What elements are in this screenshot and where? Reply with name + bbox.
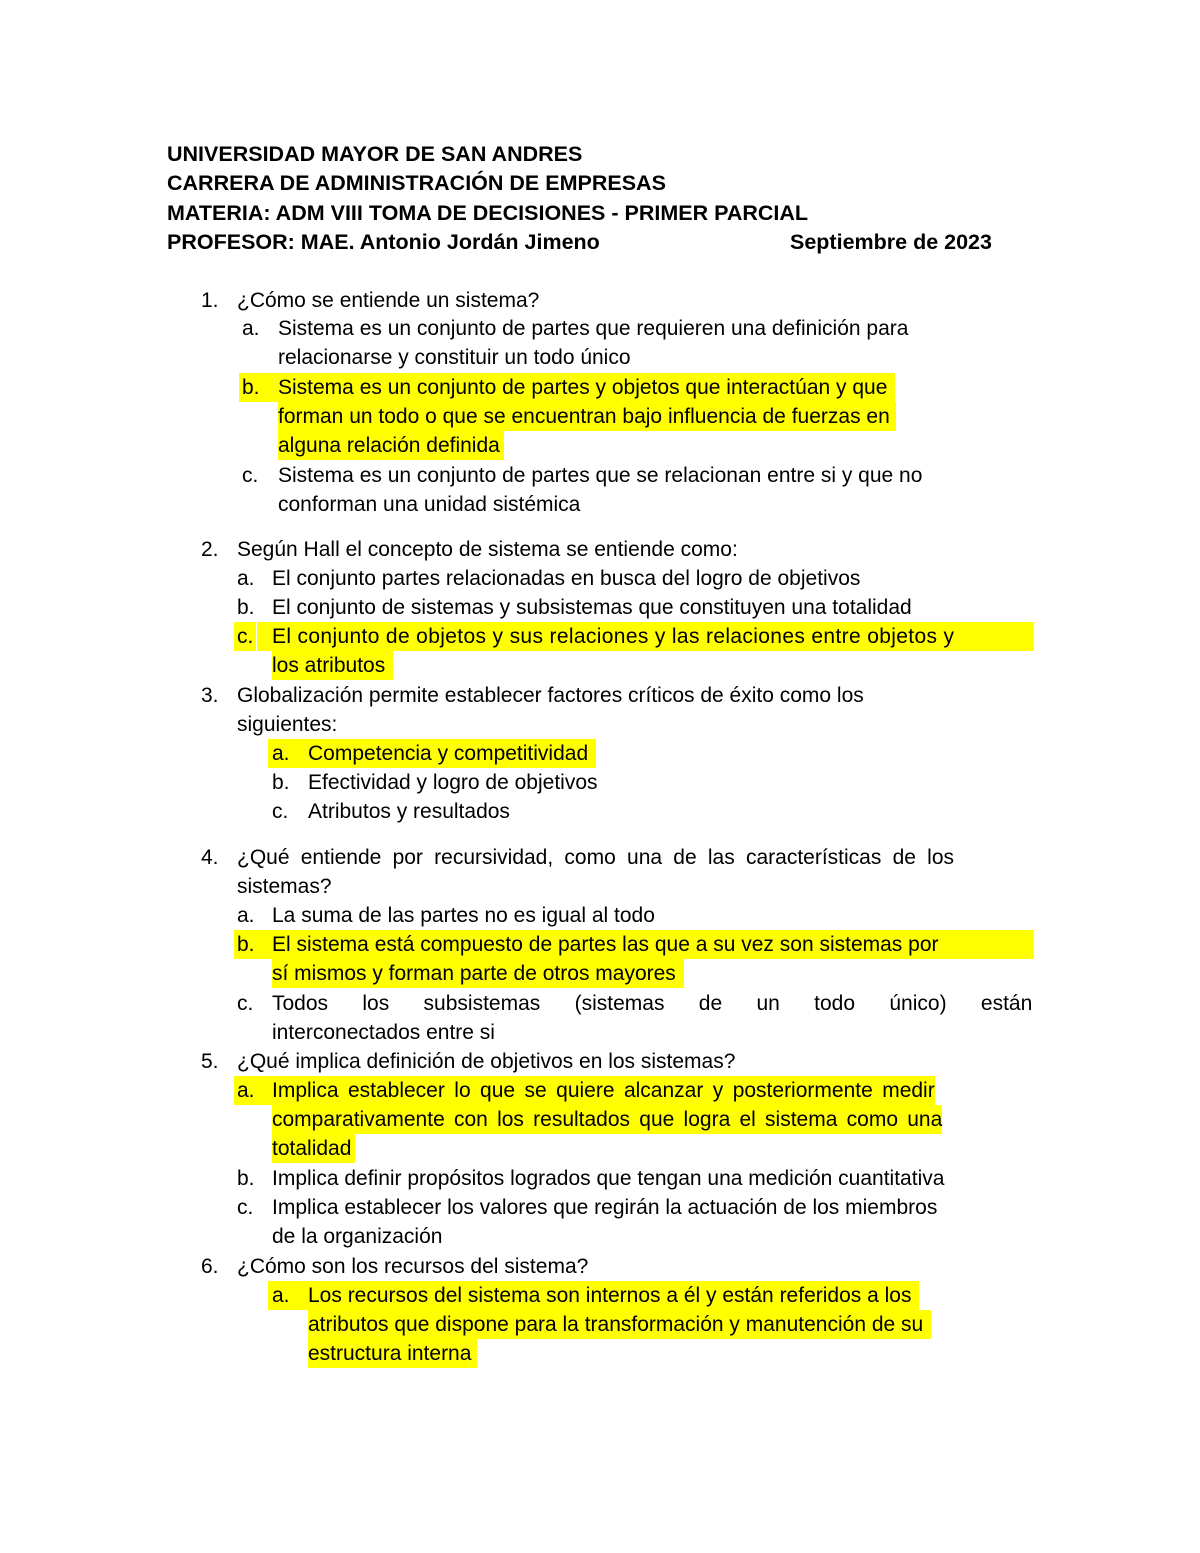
option-letter: b. [272,771,290,794]
option-text-line: comparativamente con los resultados que logra el sistema como una [272,1105,942,1134]
option-text-line: interconectados entre si [272,1021,495,1044]
option-text-line: relacionarse y constituir un todo único [278,346,631,369]
option-letter: b. [239,373,263,402]
question-text-line: sistemas? [237,875,332,898]
option-letter: a. [242,317,260,340]
option-text-line: estructura interna [308,1339,477,1368]
question-number: 4. [201,846,219,869]
option-text-line: Implica definir propósitos logrados que tengan una medición cuantitativa [272,1167,945,1190]
option-letter: c. [237,1196,254,1219]
question-text: ¿Cómo se entiende un sistema? [237,289,540,312]
option-text-line: Los recursos del sistema son internos a él y están referidos a los [292,1281,919,1310]
option-text-line: de la organización [272,1225,443,1248]
question-number: 3. [201,684,219,707]
university-name: UNIVERSIDAD MAYOR DE SAN ANDRES [167,142,583,166]
option-text-line: sí mismos y forman parte de otros mayores [272,959,684,988]
career-name: CARRERA DE ADMINISTRACIÓN DE EMPRESAS [167,171,666,196]
option-text-line: totalidad [272,1134,355,1163]
question-text: ¿Cómo son los recursos del sistema? [237,1255,589,1278]
exam-header [167,140,1017,257]
question-text-line: ¿Qué entiende por recursividad, como una de las características de los [237,846,955,869]
option-letter: a. [237,904,255,927]
option-text-line: Sistema es un conjunto de partes que requieren una definición para [278,317,909,340]
option-letter: c. [237,992,254,1015]
option-text-line: Todos los subsistemas (sistemas de un todo único) están [272,992,1033,1015]
option-text-line: atributos que dispone para la transformación y manutención de su [308,1310,931,1339]
question-number: 5. [201,1050,219,1073]
option-text-line: Efectividad y logro de objetivos [308,771,598,794]
question-text-line: siguientes: [237,713,338,736]
option-text-line: los atributos [272,651,393,680]
option-letter: a. [268,1281,294,1310]
option-text-line: conforman una unidad sistémica [278,493,581,516]
option-text-line [257,622,1034,651]
question-number: 6. [201,1255,219,1278]
option-letter: a. [268,739,294,768]
option-text-line: Atributos y resultados [308,800,510,823]
option-text-line: La suma de las partes no es igual al todo [272,904,655,927]
option-letter: c. [234,622,256,651]
subject-line: MATERIA: ADM VIII TOMA DE DECISIONES - PRIMER PARCIAL [167,200,809,225]
professor-name: PROFESOR: MAE. Antonio Jordán Jimeno [167,229,600,254]
option-text-line: alguna relación definida [278,431,504,460]
option-text-line: El conjunto partes relacionadas en busca del logro de objetivos [272,567,861,590]
professor-line [167,228,1017,257]
question-text-line: Globalización permite establecer factores críticos de éxito como los [237,684,864,707]
option-letter: b. [234,930,258,959]
option-letter: c. [242,464,259,487]
option-letter: a. [234,1076,258,1105]
question-number: 1. [201,289,219,312]
option-letter: c. [272,800,289,823]
option-letter: b. [237,1167,255,1190]
option-letter: a. [237,567,255,590]
option-text-line: Sistema es un conjunto de partes y objetos que interactúan y que [262,373,895,402]
option-text-line: El conjunto de sistemas y subsistemas que constituyen una totalidad [272,596,912,619]
option-text-line: Sistema es un conjunto de partes que se relacionan entre si y que no [278,464,923,487]
option-text-line: forman un todo o que se encuentran bajo influencia de fuerzas en [278,402,896,431]
option-text-line: Implica establecer lo que se quiere alcanzar y posteriormente medir [257,1076,935,1105]
question-text: ¿Qué implica definición de objetivos en los sistemas? [237,1050,736,1073]
option-text-line: Competencia y competitividad [292,739,596,768]
option-text-line: Implica establecer los valores que regirán la actuación de los miembros [272,1196,938,1219]
option-text-line: El sistema está compuesto de partes las que a su vez son sistemas por [257,930,1034,959]
question-text: Según Hall el concepto de sistema se entiende como: [237,538,738,561]
exam-date: Septiembre de 2023 [790,229,992,254]
question-number: 2. [201,538,219,561]
option-text-justified: El conjunto de objetos y sus relaciones y las relaciones entre objetos y [272,625,955,648]
option-letter: b. [237,596,255,619]
